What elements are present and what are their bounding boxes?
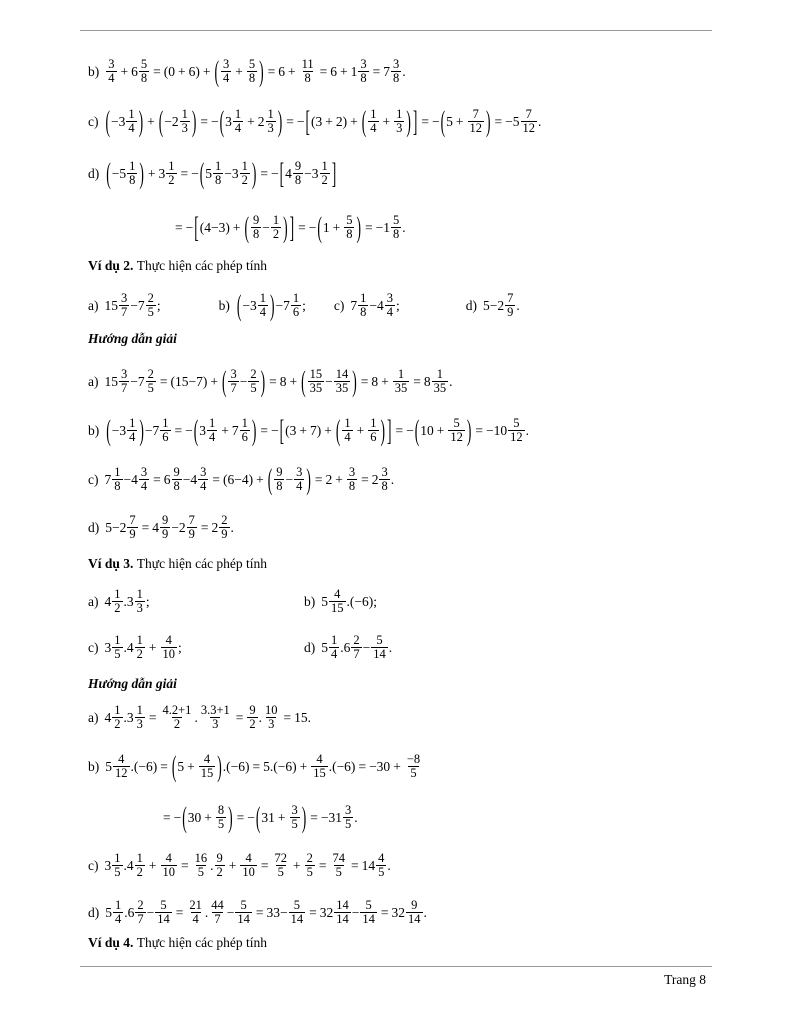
- item-label: a): [88, 297, 99, 313]
- example-text: Thực hiện các phép tính: [136, 258, 268, 273]
- solution-2c: c) 7 $\frac{1}{8}$ −4 $\frac{3}{4}$ = 6 $\frac{9}{8}$ −4 $\frac{3}{4}$ = (6−4) + ( $\frac{9}{8}$ − $\frac{3}{4}$ ) = 2 + $\frac{3}{8}$ = 2 $\frac{3}{8}$ .: [88, 462, 395, 496]
- item-label: b): [88, 63, 100, 79]
- item-label: d): [88, 519, 100, 535]
- item-label: c): [88, 639, 99, 655]
- guide-heading: Hướng dẫn giải: [88, 676, 177, 691]
- solution-line-d1-cont: = − [ (4−3) + ( $\frac{9}{8}$ − $\frac{1}{2}$ ) ] = − ( 1 + $\frac{5}{8}$ ) = −1 $\frac{5}{8}$ .: [175, 210, 406, 244]
- guide-heading: Hướng dẫn giải: [88, 331, 177, 346]
- example-2-heading: [88, 259, 267, 273]
- solution-2b: b) ( −3 $\frac{1}{4}$ ) −7 $\frac{1}{6}$ = − ( 3 $\frac{1}{4}$ + 7 $\frac{1}{6}$ ) = − [ (3 + 7) + ( $\frac{1}{4}$ + $\frac{1}{6}$ ) ] = − ( 10 + $\frac{5}{12}$ ) = −10 $\frac{5}{12}$ .: [88, 413, 529, 447]
- solution-line-b1: b) $\frac{3}{4}$ + 6 $\frac{5}{8}$ = (0 + 6) + ( $\frac{3}{4}$ + $\frac{5}{8}$ ) = 6 + $\frac{11}{8}$ = 6 + 1 $\frac{3}{8}$ = 7 $\frac{3}{8}$ .: [88, 54, 406, 88]
- exercise-3a: a) 4 $\frac{1}{2}$ .3 $\frac{1}{3}$ ;: [88, 587, 150, 616]
- solution-2d: d) 5−2 $\frac{7}{9}$ = 4 $\frac{9}{9}$ −2 $\frac{7}{9}$ = 2 $\frac{2}{9}$ .: [88, 513, 234, 542]
- item-label: a): [88, 593, 99, 609]
- exercise-3d: d) 5 $\frac{1}{4}$ .6 $\frac{2}{7}$ − $\frac{5}{14}$ .: [304, 633, 393, 662]
- item-label: d): [88, 165, 100, 181]
- item-label: d): [465, 297, 478, 313]
- solution-3b-cont: = − ( 30 + $\frac{8}{5}$ ) = − ( 31 + $\frac{3}{5}$ ) = −31 $\frac{3}{5}$ .: [163, 800, 358, 834]
- item-label: b): [88, 758, 100, 774]
- page-number: Trang 8: [664, 972, 706, 987]
- exercise-3c: c) 3 $\frac{1}{5}$ .4 $\frac{1}{2}$ + $\frac{4}{10}$ ;: [88, 633, 182, 662]
- example-text: Thực hiện các phép tính: [136, 556, 268, 571]
- solution-3b: b) 5 $\frac{4}{12}$ .(−6) = ( 5 + $\frac{4}{15}$ ) .(−6) = 5.(−6) + $\frac{4}{15}$ .(−6) = −30 + $\frac{-8}{5}$: [88, 749, 421, 783]
- item-label: d): [304, 639, 316, 655]
- top-rule: [80, 30, 712, 31]
- solution-line-c1: c) ( −3 $\frac{1}{4}$ ) + ( −2 $\frac{1}{3}$ ) = − ( 3 $\frac{1}{4}$ + 2 $\frac{1}{3}$ ) = − [ (3 + 2) + ( $\frac{1}{4}$ + $\frac{1}{3}$ ) ] = − ( 5 + $\frac{7}{12}$ ) = −5 $\frac{7}{12}$ .: [88, 104, 542, 138]
- item-label: a): [88, 373, 99, 389]
- solution-3a: a) 4 $\frac{1}{2}$ .3 $\frac{1}{3}$ = $\frac{4.2+1}{2}$ . $\frac{3.3+1}{3}$ = $\frac{9}{2}$ . $\frac{10}{3}$ = 15.: [88, 703, 311, 732]
- solution-3c: c) 3 $\frac{1}{5}$ .4 $\frac{1}{2}$ + $\frac{4}{10}$ = $\frac{16}{5}$ . $\frac{9}{2}$ + $\frac{4}{10}$ = $\frac{72}{5}$ + $\frac{2}{5}$ = $\frac{74}{5}$ = 14 $\frac{4}{5}$ .: [88, 851, 391, 880]
- item-label: b): [88, 422, 100, 438]
- exercise-3b: b) 5 $\frac{4}{15}$ .(−6);: [304, 587, 377, 616]
- item-label: d): [88, 904, 100, 920]
- exercise-2-row: a) 15 $\frac{3}{7}$ −7 $\frac{2}{5}$ ; b) ( −3 $\frac{1}{4}$ ) −7 $\frac{1}{6}$ ; c) 7 $\frac{1}{8}$ −4 $\frac{3}{4}$ ; d) 5−2 $\frac{7}{9}$ .: [88, 288, 520, 322]
- solution-2a: a) 15 $\frac{3}{7}$ −7 $\frac{2}{5}$ = (15−7) + ( $\frac{3}{7}$ − $\frac{2}{5}$ ) = 8 + ( $\frac{15}{35}$ − $\frac{14}{35}$ ) = 8 + $\frac{1}{35}$ = 8 $\frac{1}{35}$ .: [88, 364, 453, 398]
- example-4-heading: [88, 936, 267, 950]
- solution-3d: d) 5 $\frac{1}{4}$ .6 $\frac{2}{7}$ − $\frac{5}{14}$ = $\frac{21}{4}$ . $\frac{44}{7}$ − $\frac{5}{14}$ = 33− $\frac{5}{14}$ = 32 $\frac{14}{14}$ − $\frac{5}{14}$ = 32 $\frac{9}{14}$ .: [88, 898, 427, 927]
- item-label: c): [88, 113, 99, 129]
- example-3-heading: [88, 557, 267, 571]
- example-title: Ví dụ 4.: [88, 935, 134, 950]
- bottom-rule: [80, 966, 712, 967]
- item-label: a): [88, 709, 99, 725]
- item-label: b): [218, 297, 230, 313]
- example-text: Thực hiện các phép tính: [136, 935, 268, 950]
- item-label: c): [88, 857, 99, 873]
- item-label: c): [88, 471, 99, 487]
- example-title: Ví dụ 3.: [88, 556, 134, 571]
- solution-line-d1: d) ( −5 $\frac{1}{8}$ ) + 3 $\frac{1}{2}$ = − ( 5 $\frac{1}{8}$ −3 $\frac{1}{2}$ ) = − [ 4 $\frac{9}{8}$ −3 $\frac{1}{2}$ ]: [88, 156, 337, 190]
- item-label: c): [333, 297, 345, 313]
- example-title: Ví dụ 2.: [88, 258, 134, 273]
- item-label: b): [304, 593, 316, 609]
